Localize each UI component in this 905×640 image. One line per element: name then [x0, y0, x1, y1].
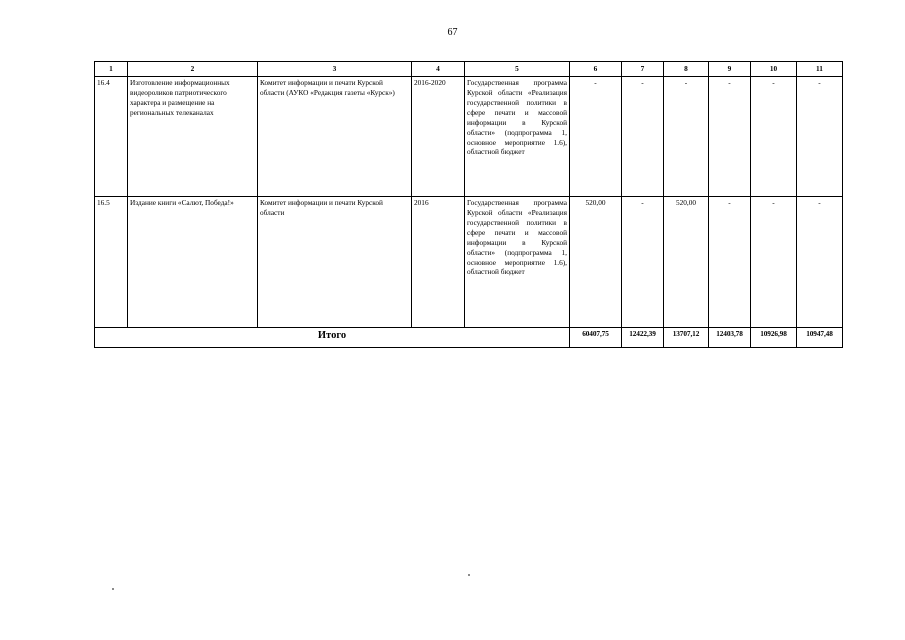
cell-2017: 520,00	[664, 197, 709, 328]
total-label: Итого	[95, 328, 570, 348]
total-sum: 60407,75	[570, 328, 622, 348]
budget-table	[94, 61, 843, 348]
column-header-7: 7	[622, 62, 664, 77]
total-2016: 12422,39	[622, 328, 664, 348]
cell-2020: -	[797, 197, 843, 328]
cell-2018: -	[709, 197, 751, 328]
cell-period: 2016	[412, 197, 465, 328]
table-row	[95, 77, 843, 197]
column-header-11: 11	[797, 62, 843, 77]
column-header-3: 3	[258, 62, 412, 77]
total-2018: 12403,78	[709, 328, 751, 348]
cell-2019: -	[751, 77, 797, 197]
scan-speck	[468, 574, 470, 576]
cell-period: 2016-2020	[412, 77, 465, 197]
column-header-10: 10	[751, 62, 797, 77]
column-header-6: 6	[570, 62, 622, 77]
cell-activity: Издание книги «Салют, Победа!»	[128, 197, 258, 328]
cell-2016: -	[622, 197, 664, 328]
column-header-9: 9	[709, 62, 751, 77]
cell-2018: -	[709, 77, 751, 197]
column-header-8: 8	[664, 62, 709, 77]
cell-2020: -	[797, 77, 843, 197]
scan-speck	[112, 588, 114, 590]
cell-2019: -	[751, 197, 797, 328]
header-row	[95, 62, 843, 77]
column-header-4: 4	[412, 62, 465, 77]
cell-activity: Изготовление информационных видеороликов патриотического характера и размещение на региональных телеканалах	[128, 77, 258, 197]
cell-program: Государственная программа Курской области «Реализация государственной политики в сфере печати и массовой информации в Курской области» (подпрограмма 1, основное мероприятие 1.6), областной бюджет	[465, 77, 570, 197]
page-number: 67	[447, 27, 458, 38]
column-header-2: 2	[128, 62, 258, 77]
table-row	[95, 197, 843, 328]
total-2019: 10926,98	[751, 328, 797, 348]
cell-2016: -	[622, 77, 664, 197]
cell-total: 520,00	[570, 197, 622, 328]
total-2020: 10947,48	[797, 328, 843, 348]
cell-number: 16.4	[95, 77, 128, 197]
cell-program: Государственная программа Курской области «Реализация государственной политики в сфере печати и массовой информации в Курской области» (подпрограмма 1, основное мероприятие 1.6), областной бюджет	[465, 197, 570, 328]
cell-2017: -	[664, 77, 709, 197]
cell-executor: Комитет информации и печати Курской области (АУКО «Редакция газеты «Курск»)	[258, 77, 412, 197]
column-header-5: 5	[465, 62, 570, 77]
total-row	[95, 328, 843, 348]
column-header-1: 1	[95, 62, 128, 77]
cell-number: 16.5	[95, 197, 128, 328]
cell-executor: Комитет информации и печати Курской области	[258, 197, 412, 328]
cell-total: -	[570, 77, 622, 197]
total-2017: 13707,12	[664, 328, 709, 348]
